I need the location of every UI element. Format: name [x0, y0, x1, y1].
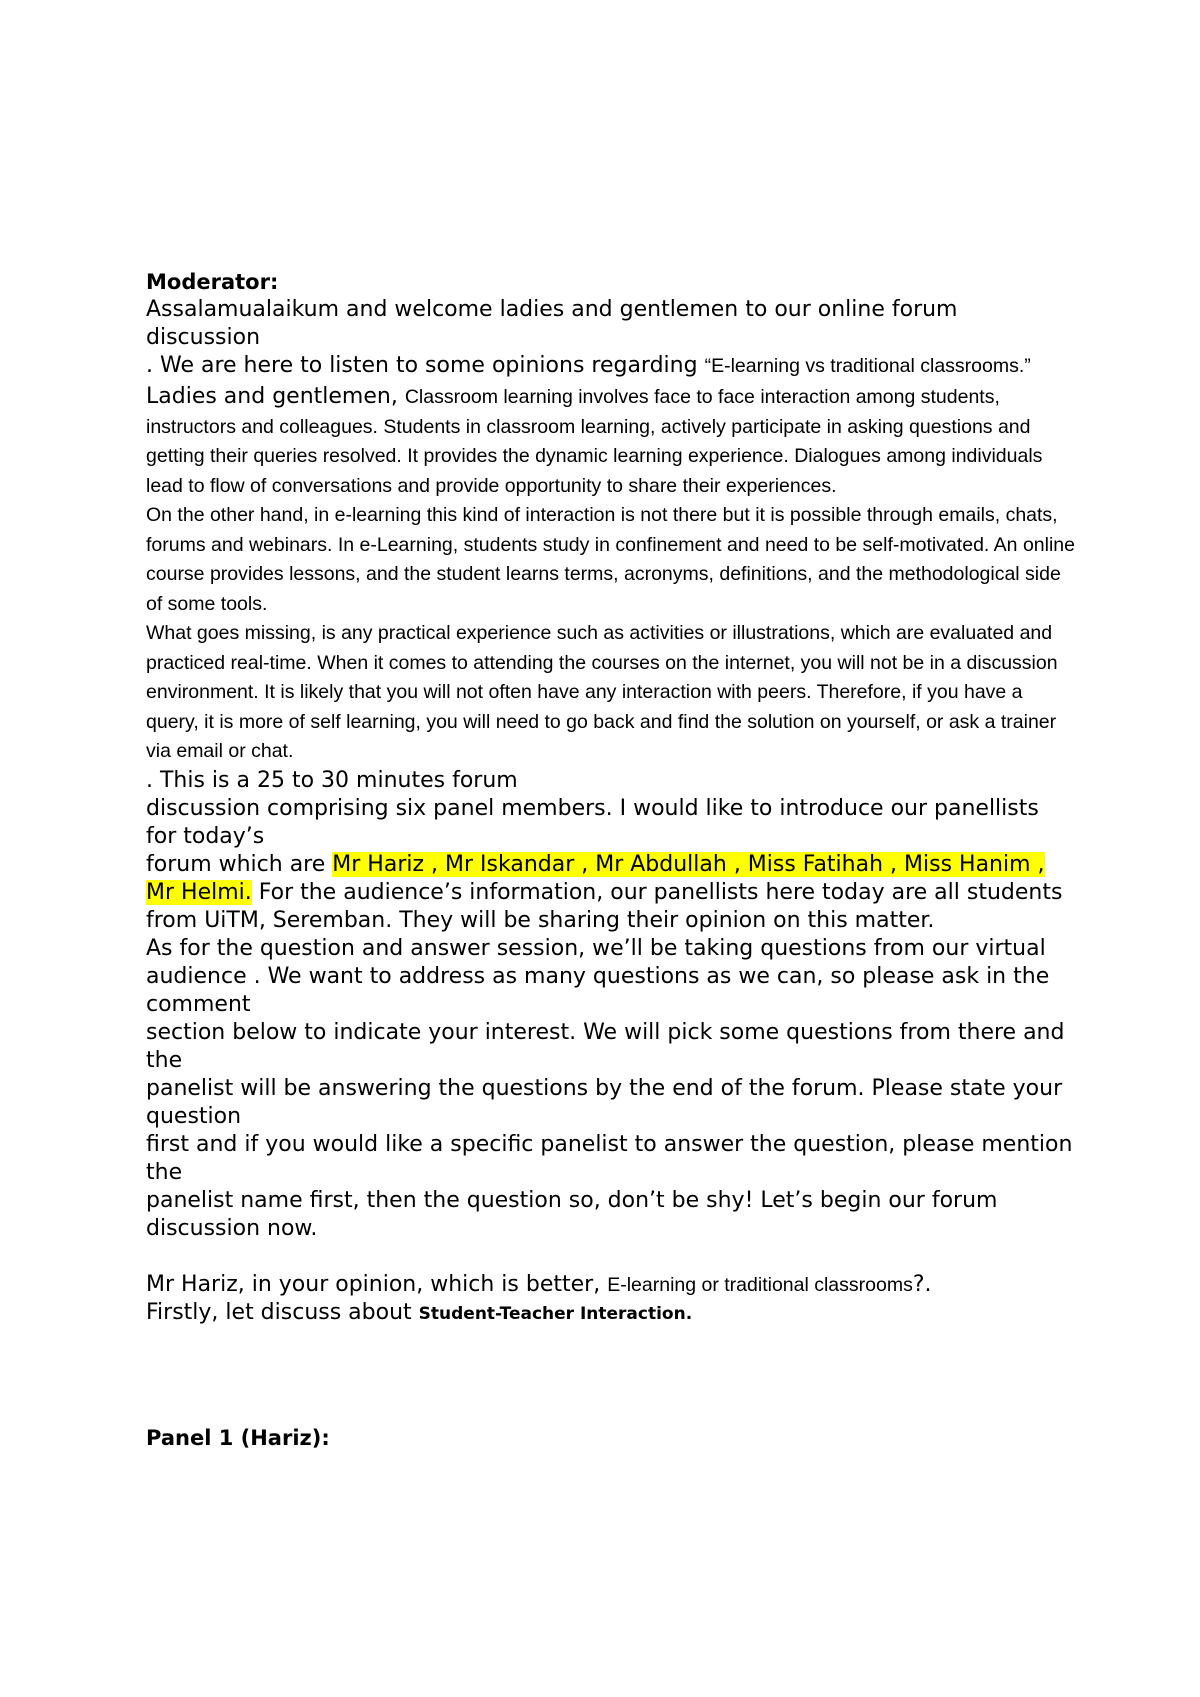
ladies-lead: Ladies and gentlemen, — [146, 384, 405, 409]
qa-line-2: audience . We want to address as many questions as we can, so please ask in the comment — [146, 963, 1050, 1017]
qa-line-6: panelist name first, then the question so, don’t be shy! Let’s begin our forum discussion now. — [146, 1187, 998, 1241]
forum-line-2: discussion comprising six panel members. I would like to introduce our panellists for today’s — [146, 795, 1039, 849]
document-page — [146, 268, 1076, 1452]
moderator-heading: Moderator: — [146, 270, 279, 294]
forum-line-3-suffix: For the audience’s information, our panellists here today are all students from UiTM, Seremban. They will be sharing their opinion on this matter. — [146, 879, 1063, 933]
panellists-highlight: Mr Hariz , Mr Iskandar , Mr Abdullah , Miss Fatihah , Miss Hanim , Mr Helmi. — [146, 851, 1045, 905]
firstly-topic: Student-Teacher Interaction. — [418, 1303, 693, 1324]
hariz-prefix: Mr Hariz, in your opinion, which is better, — [146, 1271, 608, 1297]
hariz-question — [146, 1271, 1076, 1299]
panel-spacer — [146, 1328, 1076, 1424]
hariz-suffix: ?. — [912, 1271, 932, 1297]
firstly-line — [146, 1299, 1076, 1328]
listen-prefix: . We are here to listen to some opinions regarding — [146, 353, 705, 378]
qa-line-1: As for the question and answer session, we’ll be taking questions from our virtual — [146, 935, 1046, 961]
forum-line-1: . This is a 25 to 30 minutes forum — [146, 767, 518, 793]
missing-paragraph: What goes missing, is any practical experience such as activities or illustrations, which are evaluated and practiced real-time. When it comes to attending the courses on the internet, you will not be in a discussion environment. It is likely that you will not often have any interaction with peers. Therefore, if you have a query, it is more of self learning, you will need to go back and find the solution on yourself, or ask a trainer via email or chat. — [146, 622, 1058, 762]
firstly-prefix: Firstly, let discuss about — [146, 1299, 419, 1325]
forum-line-3-prefix: forum which are — [146, 851, 333, 877]
listen-paragraph — [146, 352, 1076, 380]
qa-line-3: section below to indicate your interest. We will pick some questions from there and the — [146, 1019, 1065, 1073]
qa-line-5: first and if you would like a specific panelist to answer the question, please mention the — [146, 1131, 1073, 1185]
forum-line-3 — [146, 851, 1076, 935]
welcome-paragraph: Assalamualaikum and welcome ladies and gentlemen to our online forum discussion — [146, 297, 958, 350]
blank-line — [146, 1243, 1076, 1271]
panel-1-heading: Panel 1 (Hariz): — [146, 1425, 330, 1450]
other-hand-paragraph: On the other hand, in e-learning this kind of interaction is not there but it is possible through emails, chats, forums and webinars. In e-Learning, students study in confinement and need to be self-motivated. An online course provides lessons, and the student learns terms, acronyms, definitions, and the methodological side of some tools. — [146, 504, 1075, 615]
classroom-paragraph — [146, 382, 1076, 501]
hariz-topic: E-learning or traditional classrooms — [607, 1273, 913, 1296]
qa-line-4: panelist will be answering the questions by the end of the forum. Please state your question — [146, 1075, 1063, 1129]
topic-text: “E-learning vs traditional classrooms.” — [704, 355, 1031, 377]
classroom-text: Classroom learning involves face to face interaction among students, instructors and colleagues. Students in classroom learning, actively participate in asking questions and getting their queries resolved. It provides the dynamic learning experience. Dialogues among individuals lead to flow of conversations and provide opportunity to share their experiences. — [146, 386, 1043, 497]
